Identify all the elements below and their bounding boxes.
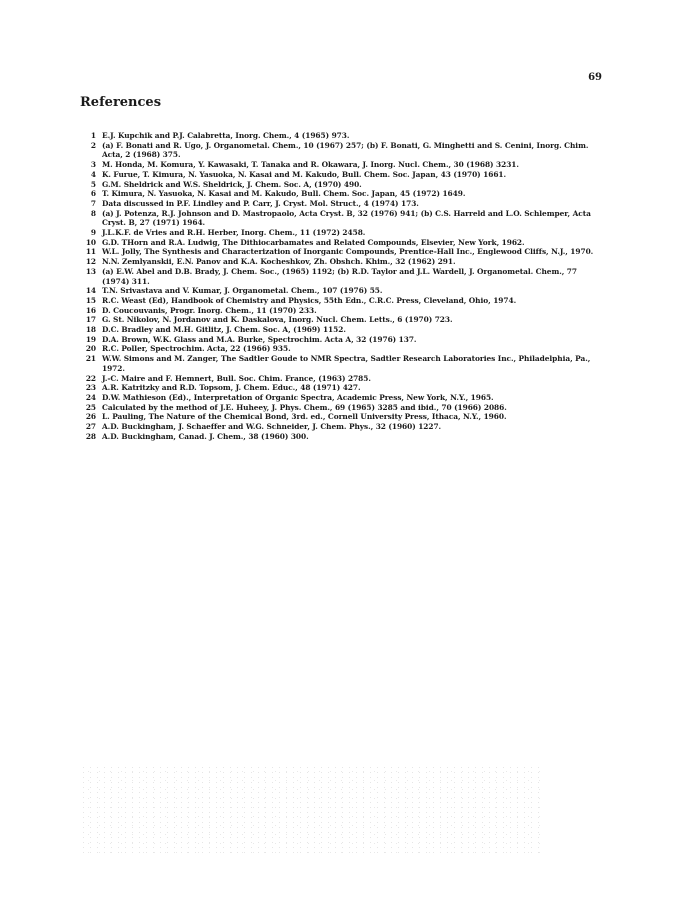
reference-text: G.D. THorn and R.A. Ludwig, The Dithiocarbamates and Related Compounds, Elsevier, New York, 1962. [102, 237, 525, 247]
reference-text: (a) F. Bonati and R. Ugo, J. Organometal. Chem., 10 (1967) 257; (b) F. Bonati, G. Minghetti and S. Cenini, Inorg. Chim. Acta, 2 (1968) 375. [102, 140, 589, 160]
reference-text: W.W. Simons and M. Zanger, The Sadtler Goude to NMR Spectra, Sadtler Research Laboratories Inc., Philadelphia, Pa., 1972. [102, 354, 591, 373]
reference-item [80, 238, 606, 248]
reference-text: R.C. Poller, Spectrochim. Acta, 22 (1966) 935. [102, 344, 291, 354]
reference-text: J.L.K.F. de Vries and R.H. Herber, Inorg. Chem., 11 (1972) 2458. [102, 228, 366, 238]
reference-text: T. Kimura, N. Yasuoka, N. Kasai and M. Kakudo, Bull. Chem. Soc. Japan, 45 (1972) 1649. [102, 189, 466, 199]
scan-artifact [80, 765, 540, 855]
reference-text: W.L. Jolly, The Synthesis and Characterization of Inorganic Compounds, Prentice-Hall Inc., Englewood Cliffs, N.J., 1970. [102, 247, 594, 257]
reference-number: 28 [85, 431, 96, 441]
reference-number: 7 [90, 198, 96, 208]
references-list [80, 131, 606, 442]
reference-item [80, 257, 606, 267]
reference-number: 19 [85, 334, 96, 344]
reference-text: Calculated by the method of J.E. Huheey, J. Phys. Chem., 69 (1965) 3285 and ibid., 70 (1966) 2086. [102, 402, 507, 412]
reference-text: G.M. Sheldrick and W.S. Sheldrick, J. Chem. Soc. A, (1970) 490. [102, 179, 362, 189]
reference-text: T.N. Srivastava and V. Kumar, J. Organometal. Chem., 107 (1976) 55. [102, 286, 383, 296]
reference-item [80, 131, 606, 141]
reference-item [80, 344, 606, 354]
reference-text: J.-C. Maire and F. Hemnert, Bull. Soc. Chim. France, (1963) 2785. [102, 373, 371, 383]
reference-text: (a) E.W. Abel and D.B. Brady, J. Chem. Soc., (1965) 1192; (b) R.D. Taylor and J.L. Wardell, J. Organometal. Chem., 77 (1974) 311. [102, 266, 577, 286]
reference-number: 23 [85, 383, 96, 393]
reference-item [80, 180, 606, 190]
reference-number: 21 [85, 354, 96, 364]
reference-number: 25 [85, 402, 96, 412]
reference-number: 18 [85, 325, 96, 335]
reference-item [80, 170, 606, 180]
reference-item [80, 199, 606, 209]
reference-item [80, 141, 606, 160]
reference-number: 13 [85, 266, 96, 276]
reference-text: Data discussed in P.F. Lindley and P. Carr, J. Cryst. Mol. Struct., 4 (1974) 173. [102, 198, 419, 208]
reference-number: 2 [90, 140, 96, 150]
reference-number: 27 [85, 422, 96, 432]
reference-item [80, 296, 606, 306]
reference-number: 4 [90, 169, 96, 179]
reference-text: A.D. Buckingham, Canad. J. Chem., 38 (1960) 300. [102, 431, 309, 441]
reference-text: D.W. Mathieson (Ed)., Interpretation of Organic Spectra, Academic Press, New York, N.Y., 1965. [102, 392, 494, 402]
reference-number: 5 [90, 179, 96, 189]
page-number: 69 [588, 72, 602, 83]
reference-text: A.D. Buckingham, J. Schaeffer and W.G. Schneider, J. Chem. Phys., 32 (1960) 1227. [102, 422, 442, 432]
reference-number: 11 [85, 247, 96, 257]
reference-item [80, 325, 606, 335]
reference-number: 1 [90, 131, 96, 140]
reference-item [80, 412, 606, 422]
reference-number: 24 [85, 392, 96, 402]
reference-item [80, 383, 606, 393]
reference-item [80, 403, 606, 413]
references-heading: References [80, 95, 162, 110]
reference-number: 12 [85, 257, 96, 267]
reference-number: 17 [85, 315, 96, 325]
reference-number: 9 [90, 228, 96, 238]
reference-item [80, 315, 606, 325]
reference-number: 3 [90, 160, 96, 170]
reference-text: D. Coucouvanis, Progr. Inorg. Chem., 11 (1970) 233. [102, 305, 317, 315]
reference-item [80, 432, 606, 442]
reference-item [80, 228, 606, 238]
reference-item [80, 247, 606, 257]
reference-text: M. Honda, M. Komura, Y. Kawasaki, T. Tanaka and R. Okawara, J. Inorg. Nucl. Chem., 30 (1968) 3231. [102, 160, 519, 170]
reference-number: 20 [85, 344, 96, 354]
reference-item [80, 422, 606, 432]
reference-text: E.J. Kupchik and P.J. Calabretta, Inorg. Chem., 4 (1965) 973. [102, 131, 350, 140]
reference-item [80, 209, 606, 228]
reference-item [80, 160, 606, 170]
reference-number: 15 [85, 295, 96, 305]
reference-text: L. Pauling, The Nature of the Chemical Bond, 3rd. ed., Cornell University Press, Ithaca, N.Y., 1960. [102, 412, 507, 422]
reference-item [80, 189, 606, 199]
reference-item [80, 354, 606, 373]
reference-item [80, 393, 606, 403]
reference-number: 22 [85, 373, 96, 383]
reference-number: 10 [85, 237, 96, 247]
reference-text: D.C. Bradley and M.H. Gitlitz, J. Chem. Soc. A, (1969) 1152. [102, 325, 346, 335]
reference-text: K. Furue, T. Kimura, N. Yasuoka, N. Kasai and M. Kakudo, Bull. Chem. Soc. Japan, 43 (1970) 1661. [102, 169, 507, 179]
reference-number: 26 [85, 412, 96, 422]
reference-item [80, 267, 606, 286]
reference-text: N.N. Zemlyanskii, E.N. Panov and K.A. Kocheshkov, Zh. Obshch. Khim., 32 (1962) 291. [102, 257, 456, 267]
reference-number: 16 [85, 305, 96, 315]
reference-number: 14 [85, 286, 96, 296]
reference-number: 6 [90, 189, 96, 199]
reference-text: R.C. Weast (Ed), Handbook of Chemistry and Physics, 55th Edn., C.R.C. Press, Cleveland, Ohio, 1974. [102, 295, 517, 305]
reference-text: A.R. Katritzky and R.D. Topsom, J. Chem. Educ., 48 (1971) 427. [102, 383, 361, 393]
reference-text: (a) J. Potenza, R.J. Johnson and D. Mastropaolo, Acta Cryst. B, 32 (1976) 941; (b) C.S. Harreld and L.O. Schlemper, Acta Cryst. B, 27 (1971) 1964. [102, 208, 591, 228]
reference-item [80, 374, 606, 384]
reference-item [80, 335, 606, 345]
reference-text: D.A. Brown, W.K. Glass and M.A. Burke, Spectrochim. Acta A, 32 (1976) 137. [102, 334, 417, 344]
reference-text: G. St. Nikolov, N. Jordanov and K. Daskalova, Inorg. Nucl. Chem. Letts., 6 (1970) 723. [102, 315, 453, 325]
reference-item [80, 306, 606, 316]
reference-number: 8 [90, 208, 96, 218]
reference-item [80, 286, 606, 296]
